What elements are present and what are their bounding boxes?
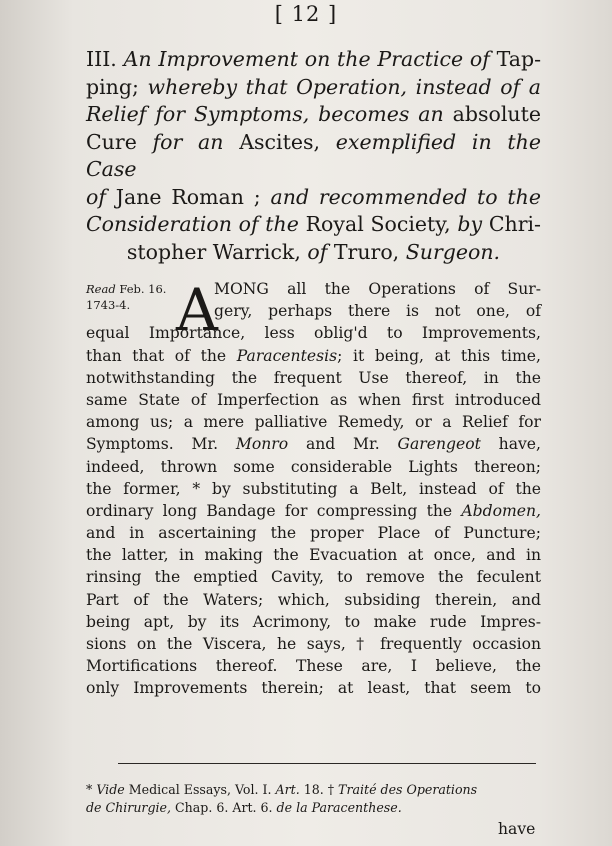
body-text — [86, 278, 541, 700]
text-run: only Improvements therein; at least, that seem to — [86, 679, 541, 698]
footnote-line — [86, 781, 541, 799]
body-line — [86, 433, 541, 455]
text-run: Cure — [86, 129, 153, 154]
body-line — [86, 456, 541, 478]
body-line — [86, 389, 541, 411]
text-run: Jane Roman ; — [115, 184, 271, 209]
title-line — [86, 46, 541, 74]
body-line — [86, 278, 541, 300]
text-run: MONG all the Operations of Sur- — [214, 280, 541, 298]
text-run: Chri- — [488, 212, 541, 236]
body-line — [86, 322, 541, 344]
text-run: An Improvement on the Practice of — [123, 47, 497, 71]
text-run: gery, perhaps there is not one, of — [214, 302, 541, 321]
text-run: ping; — [86, 74, 148, 99]
text-run: Relief for Symptoms, becomes an — [86, 102, 453, 126]
text-run: ordinary long Bandage for compressing the — [86, 501, 462, 520]
page-number: [ 12 ] — [274, 2, 338, 26]
body-line — [86, 478, 541, 500]
text-run: have, — [480, 435, 541, 454]
title-line — [86, 101, 541, 129]
text-run: III. — [86, 47, 124, 71]
text-run: sions on the Viscera, he says, † frequently occasion — [86, 635, 541, 653]
body-line — [86, 655, 541, 677]
text-run: notwithstanding the frequent Use thereof, in the — [86, 368, 541, 387]
footnote-line — [86, 799, 541, 817]
catchword: have — [498, 820, 536, 838]
body-line — [86, 633, 541, 655]
text-run: and recommended to the — [270, 184, 541, 209]
body-line — [86, 300, 541, 322]
footnote-rule — [118, 763, 536, 764]
text-run: de Chirurgie, — [86, 800, 171, 815]
text-run: Royal Society, — [305, 212, 458, 236]
text-run: ; it being, at this time, — [337, 346, 541, 365]
text-run: Medical Essays, Vol. I. — [124, 782, 276, 797]
footnotes — [86, 781, 541, 817]
drop-cap: A — [176, 276, 218, 344]
article-title — [86, 46, 541, 266]
text-run: and in ascertaining the proper Place of Puncture; — [86, 524, 541, 543]
body-line — [86, 345, 541, 367]
text-run: Truro, — [333, 239, 406, 264]
title-line — [86, 184, 541, 212]
text-run: Consideration of the — [86, 212, 306, 236]
text-run: same State of Imperfection as when first introduced — [86, 390, 541, 409]
text-run: by — [457, 212, 489, 236]
text-run: Part of the Waters; which, subsiding therein, and — [86, 590, 541, 609]
text-run: Surgeon. — [405, 239, 501, 264]
text-run: for an — [152, 129, 240, 154]
body-line — [86, 589, 541, 611]
text-run: Tap- — [496, 47, 541, 71]
body-line — [86, 566, 541, 588]
text-run: the latter, in making the Evacuation at once, and in — [86, 546, 541, 565]
text-run: whereby that Operation, instead of a — [147, 74, 541, 99]
text-run: Ascites, — [239, 129, 336, 154]
text-run: rinsing the emptied Cavity, to remove the feculent — [86, 568, 541, 587]
text-run: Traité des Operations — [338, 782, 478, 797]
read-date: Feb. 16. — [119, 282, 167, 296]
title-line — [86, 211, 541, 239]
body-line — [86, 367, 541, 389]
body-line — [86, 611, 541, 633]
text-run: 18. † — [299, 782, 339, 797]
title-line — [86, 129, 541, 184]
text-run: * — [86, 782, 97, 797]
text-run: Vide — [96, 782, 125, 797]
text-run: Mortifications thereof. These are, I believe, the — [86, 657, 541, 676]
text-run: exemplified in the Case — [86, 129, 542, 181]
text-run: Chap. 6. Art. 6. — [171, 800, 277, 815]
text-run: equal Importance, less oblig'd to Improvements, — [86, 324, 541, 343]
text-run: de la Paracenthese. — [276, 800, 402, 815]
text-run: Paracentesis — [236, 346, 338, 365]
text-run: indeed, thrown some considerable Lights thereon; — [86, 457, 541, 476]
read-year: 1743-4. — [86, 298, 131, 312]
text-run: Symptoms. Mr. — [86, 435, 236, 454]
text-run: of — [307, 239, 334, 264]
body-line — [86, 500, 541, 522]
read-label: Read — [86, 282, 116, 296]
text-run: Abdomen, — [461, 501, 541, 520]
text-run: stopher Warrick, — [126, 239, 308, 264]
body-line — [86, 522, 541, 544]
text-run: and Mr. — [288, 435, 398, 454]
text-run: among us; a mere palliative Remedy, or a Relief for — [86, 413, 541, 432]
body-line — [86, 544, 541, 566]
body-line — [86, 677, 541, 699]
text-run: being apt, by its Acrimony, to make rude Impres- — [86, 612, 541, 631]
title-line — [86, 239, 541, 267]
title-line — [86, 74, 541, 102]
text-run: of — [86, 184, 116, 209]
text-run: than that of the — [86, 346, 237, 365]
text-run: Garengeot — [397, 435, 481, 454]
body-line — [86, 411, 541, 433]
text-run: Art. — [275, 782, 300, 797]
text-run: absolute — [452, 102, 541, 126]
text-run: Monro — [235, 435, 289, 454]
text-run: the former, * by substituting a Belt, instead of the — [86, 479, 541, 498]
